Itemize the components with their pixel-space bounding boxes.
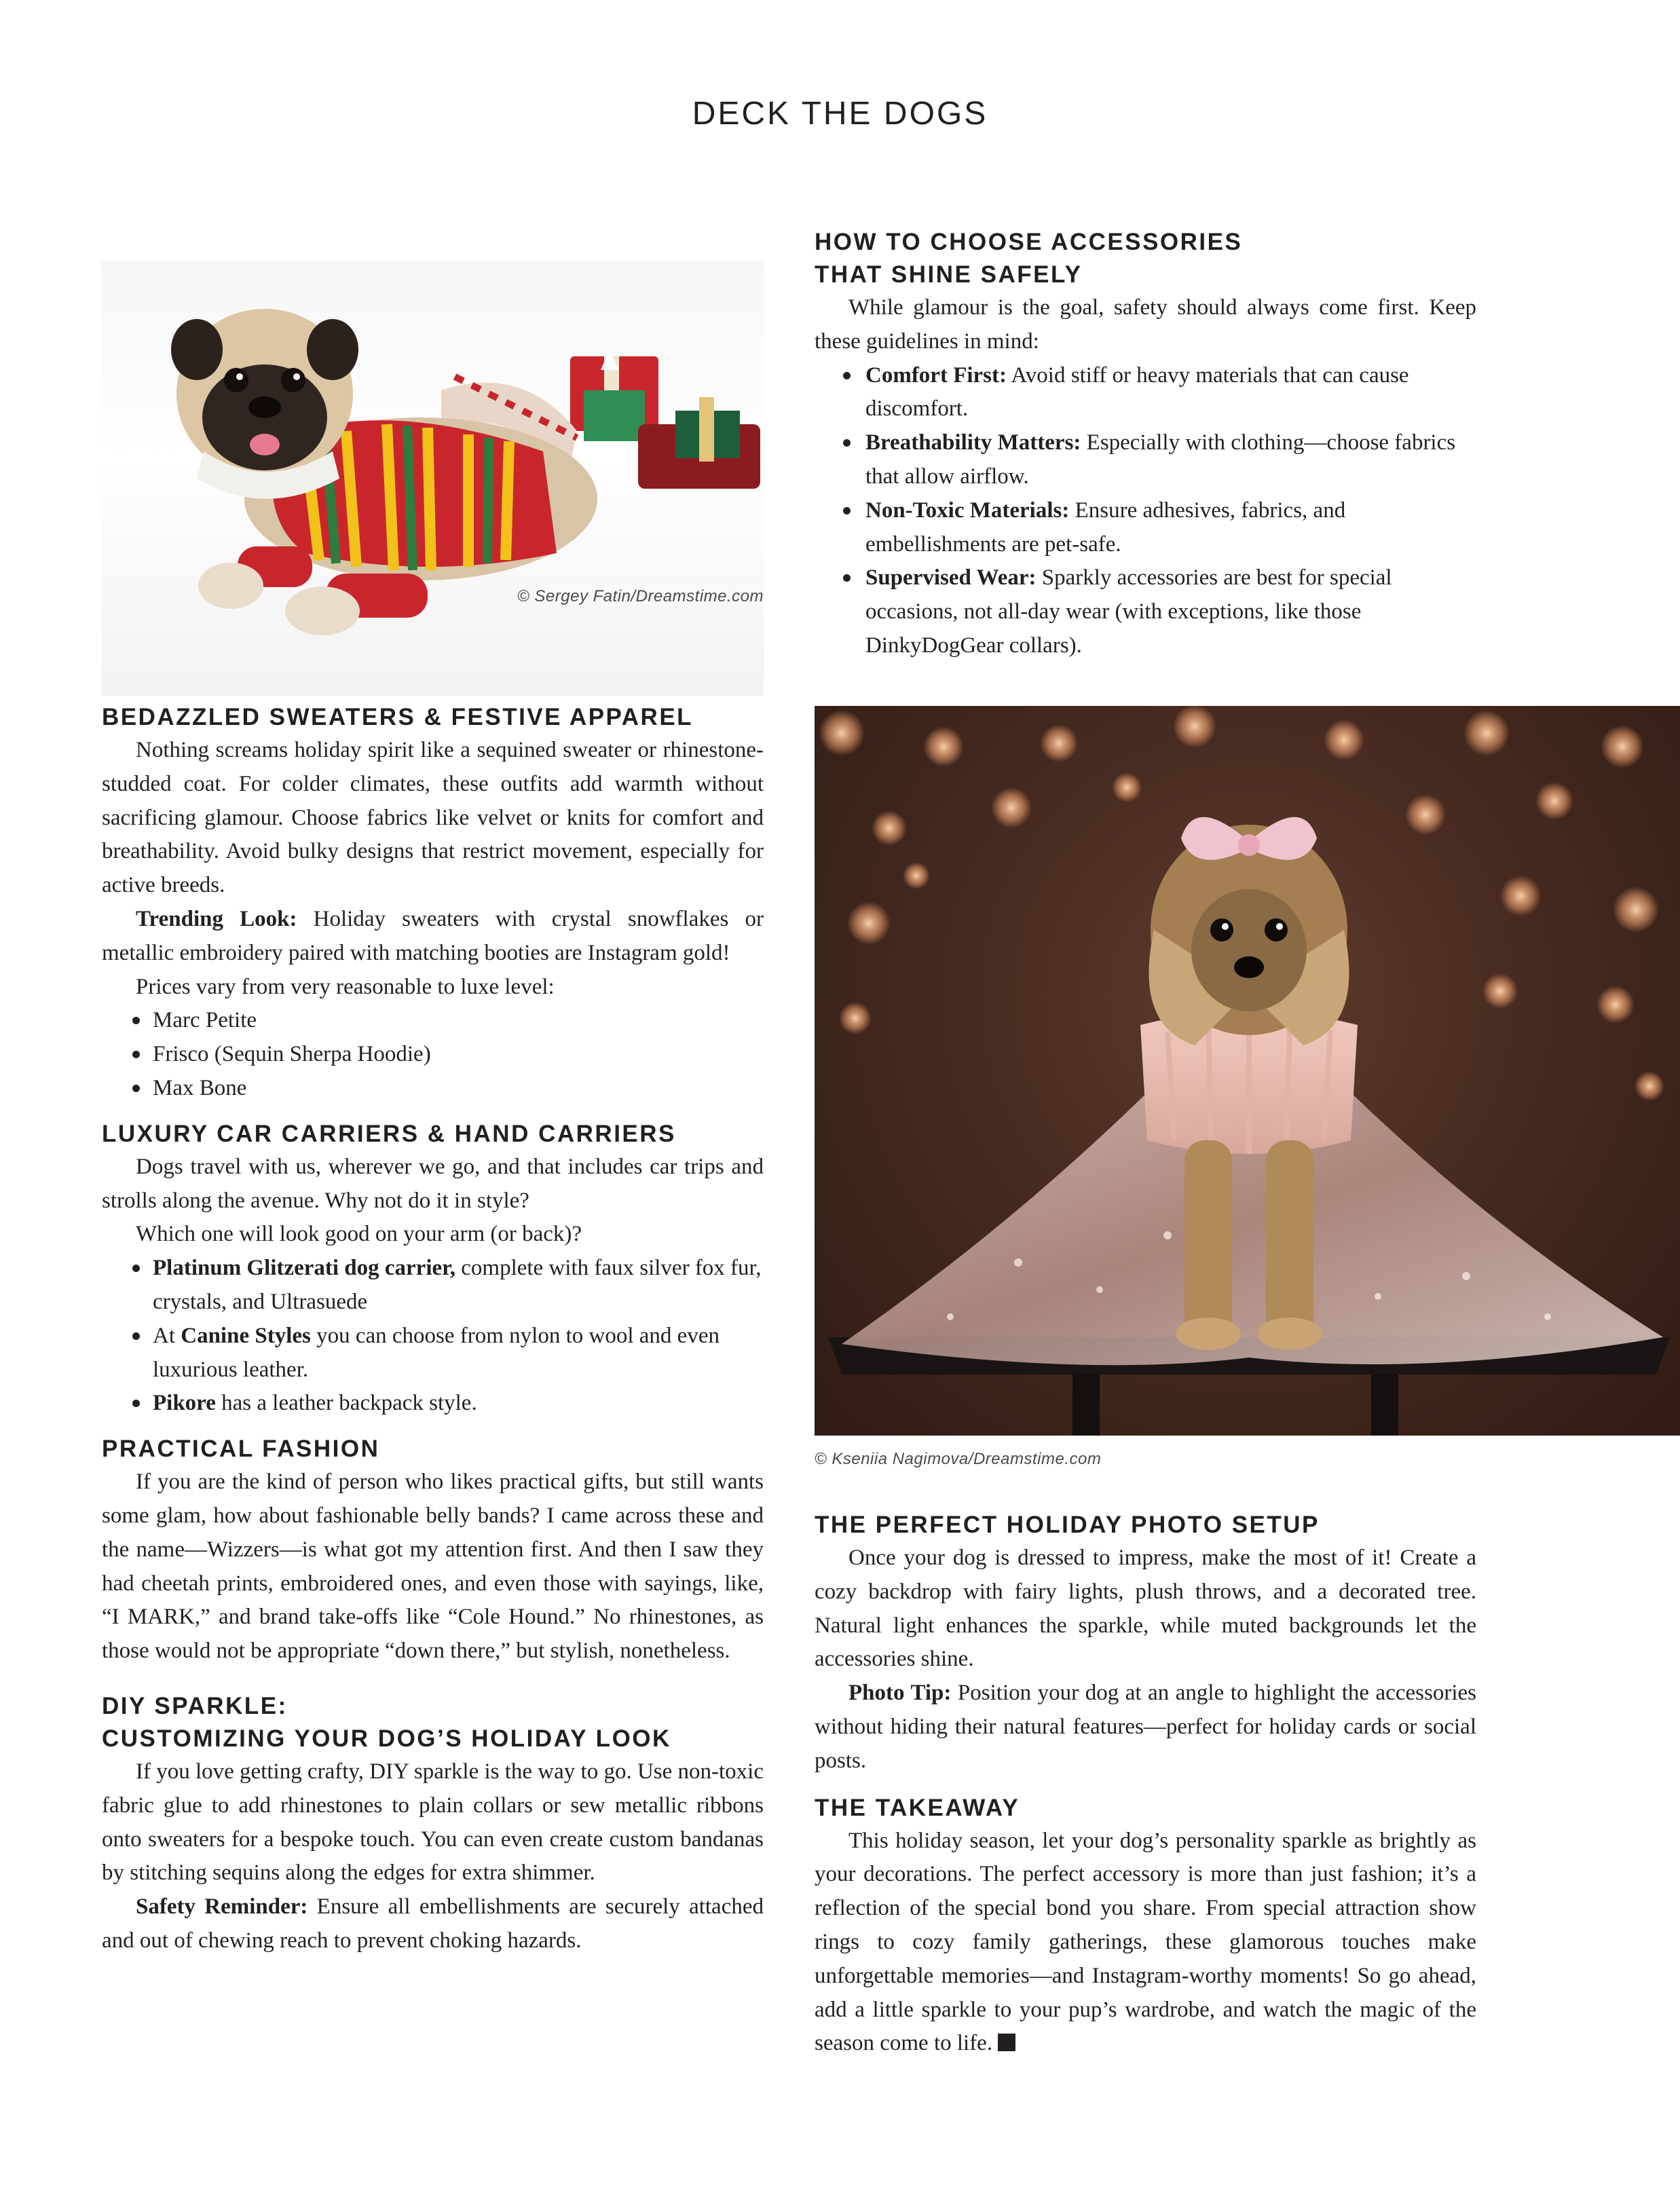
trending-lead: Trending Look: <box>136 906 297 931</box>
guideline-text: Ensure adhesives, fabrics, and embellishments are pet-safe. <box>865 498 1346 557</box>
takeaway-heading: THE TAKEAWAY <box>815 1794 1020 1821</box>
carrier-desc: complete with faux silver fox fur, crystals, and Ultrasuede <box>153 1256 762 1314</box>
sweaters-section <box>102 701 764 1106</box>
yorkie-photo <box>815 706 1680 1436</box>
takeaway-text: This holiday season, let your dog’s personality sparkle as brightly as your decorations. The perfect accessory is more than just fashion; it’s a reflection of the special bond you share. From special attraction show rings to cozy family gatherings, these glamorous touches make unforgettable memories—and Instagram-worthy moments! So go ahead, add a little sparkle to your pup’s wardrobe, and watch the magic of the season come to life. <box>815 1828 1476 2056</box>
safety-text: Ensure all embellishments are securely attached and out of chewing reach to prevent choking hazards. <box>102 1894 764 1953</box>
diy-heading-line2: CUSTOMIZING YOUR DOG’S HOLIDAY LOOK <box>102 1725 671 1752</box>
list-item <box>815 426 1476 494</box>
practical-paragraph: If you are the kind of person who likes practical gifts, but still wants some glam, how about fashionable belly bands? I came across these and the name—Wizzers—is what got my attention first. And then I saw they had cheetah prints, embroidered ones, and even those with sayings, like, “I MARK,” and brand take-offs like “Cole Hound.” No rhinestones, as those would not be appropriate “down there,” but stylish, nonetheless. <box>102 1470 764 1664</box>
yorkie-photo-credit: © Kseniia Nagimova/Dreamstime.com <box>815 1450 1102 1468</box>
prices-paragraph: Prices vary from very reasonable to luxe level: <box>136 974 555 999</box>
carrier-brand: Pikore <box>153 1391 216 1416</box>
list-item <box>815 561 1476 662</box>
guideline-text: Sparkly accessories are best for special occasions, not all-day wear (with exceptions, like those DinkyDogGear collars). <box>865 565 1392 658</box>
brand-list <box>102 1004 764 1105</box>
diy-heading-line1: DIY SPARKLE: <box>102 1692 288 1719</box>
right-column-bottom <box>815 1509 1476 2061</box>
guidelines-list <box>815 359 1476 663</box>
carrier-desc: has a leather backpack style. <box>215 1391 477 1416</box>
pug-photo-credit: © Sergey Fatin/Dreamstime.com <box>517 587 764 605</box>
takeaway-section <box>815 1792 1476 2061</box>
guideline-lead: Breathability Matters: <box>865 430 1081 455</box>
trending-paragraph <box>102 903 764 971</box>
practical-heading: PRACTICAL FASHION <box>102 1436 380 1463</box>
photo-tip-paragraph <box>815 1677 1476 1778</box>
carriers-paragraph: Dogs travel with us, wherever we go, and that includes car trips and strolls along the avenue. Why not do it in style? <box>102 1154 764 1213</box>
photo-tip-lead: Photo Tip: <box>848 1681 952 1706</box>
list-item <box>102 1252 764 1320</box>
accessories-section <box>815 226 1476 663</box>
end-mark-icon <box>998 2034 1015 2051</box>
list-item: Max Bone <box>102 1072 764 1106</box>
safety-paragraph <box>102 1890 764 1958</box>
list-item <box>815 359 1476 427</box>
takeaway-paragraph <box>815 1825 1476 2061</box>
carrier-brand: Canine Styles <box>181 1323 311 1348</box>
accessories-paragraph: While glamour is the goal, safety should always come first. Keep these guidelines in mind: <box>815 295 1476 354</box>
carrier-desc: you can choose from nylon to wool and even luxurious leather. <box>153 1323 720 1382</box>
carrier-brand: Platinum Glitzerati dog carrier, <box>153 1256 455 1281</box>
yorkie-illustration <box>815 706 1680 1436</box>
diy-paragraph: If you love getting crafty, DIY sparkle is the way to go. Use non-toxic fabric glue to add rhinestones to plain collars or sew metallic ribbons onto sweaters for a bespoke touch. You can even create custom bandanas by stitching sequins along the edges for extra shimmer. <box>102 1759 764 1886</box>
pug-tongue <box>250 434 280 455</box>
list-item: Frisco (Sequin Sherpa Hoodie) <box>102 1038 764 1072</box>
gift-box-green <box>584 390 645 441</box>
accessories-heading-line2: THAT SHINE SAFELY <box>815 261 1083 288</box>
guideline-lead: Comfort First: <box>865 362 1007 388</box>
photo-setup-paragraph: Once your dog is dressed to impress, make the most of it! Create a cozy backdrop with fairy lights, plush throws, and a decorated tree. Natural light enhances the sparkle, while muted backgrounds let the accessories shine. <box>815 1546 1476 1672</box>
carrier-list <box>102 1252 764 1421</box>
guideline-text: Especially with clothing—choose fabrics that allow airflow. <box>865 430 1456 489</box>
guideline-lead: Supervised Wear: <box>865 565 1037 591</box>
photo-setup-section <box>815 1509 1476 1778</box>
practical-section <box>102 1433 764 1668</box>
list-item <box>102 1387 764 1421</box>
list-item: Marc Petite <box>102 1004 764 1038</box>
accessories-heading-line1: HOW TO CHOOSE ACCESSORIES <box>815 229 1243 255</box>
right-column-top <box>815 226 1476 663</box>
photo-setup-heading: THE PERFECT HOLIDAY PHOTO SETUP <box>815 1512 1320 1538</box>
yorkie-leg-right <box>1266 1140 1313 1337</box>
guideline-text: Avoid stiff or heavy materials that can cause discomfort. <box>865 362 1409 422</box>
carriers-section <box>102 1118 764 1421</box>
carriers-question: Which one will look good on your arm (or back)? <box>136 1222 582 1247</box>
trending-text: Holiday sweaters with crystal snowflakes or metallic embroidery paired with matching booties are Instagram gold! <box>102 906 764 965</box>
carrier-pre: At <box>153 1323 181 1348</box>
left-column <box>102 701 764 1958</box>
photo-tip-text: Position your dog at an angle to highlight the accessories without hiding their natural features—perfect for holiday cards or social posts. <box>815 1681 1476 1773</box>
sweaters-heading: BEDAZZLED SWEATERS & FESTIVE APPAREL <box>102 704 694 730</box>
yorkie-leg-left <box>1184 1140 1232 1337</box>
pug-illustration <box>102 261 764 696</box>
list-item <box>815 494 1476 562</box>
list-item <box>102 1320 764 1387</box>
carriers-heading: LUXURY CAR CARRIERS & HAND CARRIERS <box>102 1120 676 1147</box>
running-head: DECK THE DOGS <box>692 96 988 132</box>
safety-lead: Safety Reminder: <box>136 1894 308 1920</box>
sweaters-paragraph: Nothing screams holiday spirit like a sequined sweater or rhinestone-studded coat. For colder climates, these outfits add warmth without sacrificing glamour. Choose fabrics like velvet or knits for comfort and breathability. Avoid bulky designs that restrict movement, especially for active breeds. <box>102 738 764 898</box>
diy-section <box>102 1690 764 1958</box>
pug-photo <box>102 261 764 696</box>
guideline-lead: Non-Toxic Materials: <box>865 498 1070 523</box>
